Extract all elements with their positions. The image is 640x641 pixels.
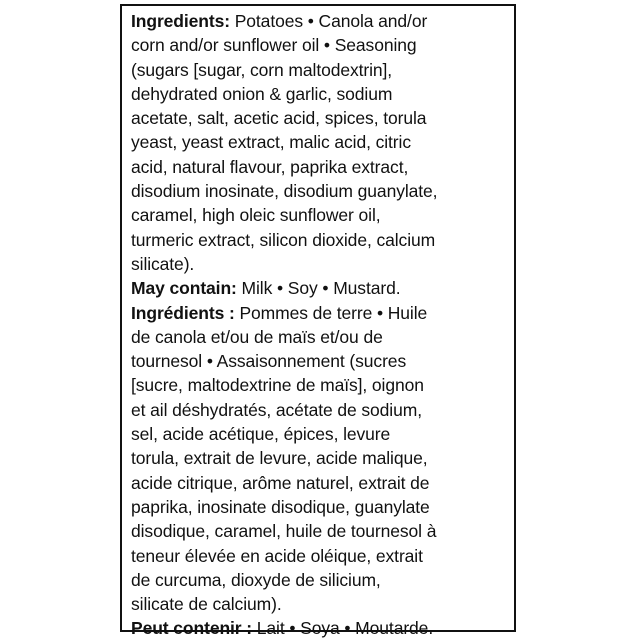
label-text: acide citrique, arôme naturel, extrait de xyxy=(131,472,430,493)
label-line-26 xyxy=(131,616,514,640)
label-text: Lait • Soya • Moutarde. xyxy=(252,618,434,639)
label-line-12 xyxy=(131,276,514,300)
label-line-5 xyxy=(131,106,514,130)
label-text: paprika, inosinate disodique, guanylate xyxy=(131,496,430,517)
label-line-4 xyxy=(131,82,514,106)
may-contain-heading: May contain: xyxy=(131,278,237,299)
label-line-1 xyxy=(131,9,514,33)
label-text: teneur élevée en acide oléique, extrait xyxy=(131,545,423,566)
label-line-21 xyxy=(131,495,514,519)
label-text: disodium inosinate, disodium guanylate, xyxy=(131,181,438,202)
label-text: disodique, caramel, huile de tournesol à xyxy=(131,521,437,542)
label-text: acetate, salt, acetic acid, spices, torula xyxy=(131,108,427,129)
label-line-6 xyxy=(131,130,514,154)
label-text: tournesol • Assaisonnement (sucres xyxy=(131,351,407,372)
label-line-23 xyxy=(131,544,514,568)
label-line-15 xyxy=(131,349,514,373)
label-line-10 xyxy=(131,228,514,252)
label-text: torula, extrait de levure, acide malique, xyxy=(131,448,428,469)
label-text: turmeric extract, silicon dioxide, calcium xyxy=(131,229,436,250)
label-text: caramel, high oleic sunflower oil, xyxy=(131,205,381,226)
ingredients-label xyxy=(120,4,516,639)
label-text: silicate). xyxy=(131,253,195,274)
label-text: et ail déshydratés, acétate de sodium, xyxy=(131,399,422,420)
label-text: sel, acide acétique, épices, levure xyxy=(131,424,391,445)
label-line-2 xyxy=(131,33,514,57)
label-line-7 xyxy=(131,155,514,179)
label-text: de canola et/ou de maïs et/ou de xyxy=(131,326,383,347)
ingredients-heading: Ingredients: xyxy=(131,11,230,31)
label-line-20 xyxy=(131,471,514,495)
label-line-19 xyxy=(131,446,514,470)
label-text: acid, natural flavour, paprika extract, xyxy=(131,156,409,177)
label-line-17 xyxy=(131,398,514,422)
label-text: yeast, yeast extract, malic acid, citric xyxy=(131,132,411,153)
label-line-9 xyxy=(131,203,514,227)
label-line-8 xyxy=(131,179,514,203)
ingredients-fr-heading: Ingrédients : xyxy=(131,302,235,323)
may-contain-fr-heading: Peut contenir : xyxy=(131,618,253,639)
label-text: de curcuma, dioxyde de silicium, xyxy=(131,569,381,590)
label-text: corn and/or sunflower oil • Seasoning xyxy=(131,35,417,56)
label-line-25 xyxy=(131,592,514,616)
label-line-24 xyxy=(131,568,514,592)
label-text: (sugars [sugar, corn maltodextrin], xyxy=(131,59,393,80)
label-text: [sucre, maltodextrine de maïs], oignon xyxy=(131,375,424,396)
label-text: silicate de calcium). xyxy=(131,594,282,615)
label-line-16 xyxy=(131,373,514,397)
label-line-13 xyxy=(131,301,514,325)
label-line-18 xyxy=(131,422,514,446)
label-text: dehydrated onion & garlic, sodium xyxy=(131,83,393,104)
label-line-22 xyxy=(131,519,514,543)
label-text: Milk • Soy • Mustard. xyxy=(236,278,401,299)
label-text: Pommes de terre • Huile xyxy=(234,302,428,323)
label-line-14 xyxy=(131,325,514,349)
label-line-3 xyxy=(131,58,514,82)
label-line-11 xyxy=(131,252,514,276)
label-text: Potatoes • Canola and/or xyxy=(229,11,428,31)
